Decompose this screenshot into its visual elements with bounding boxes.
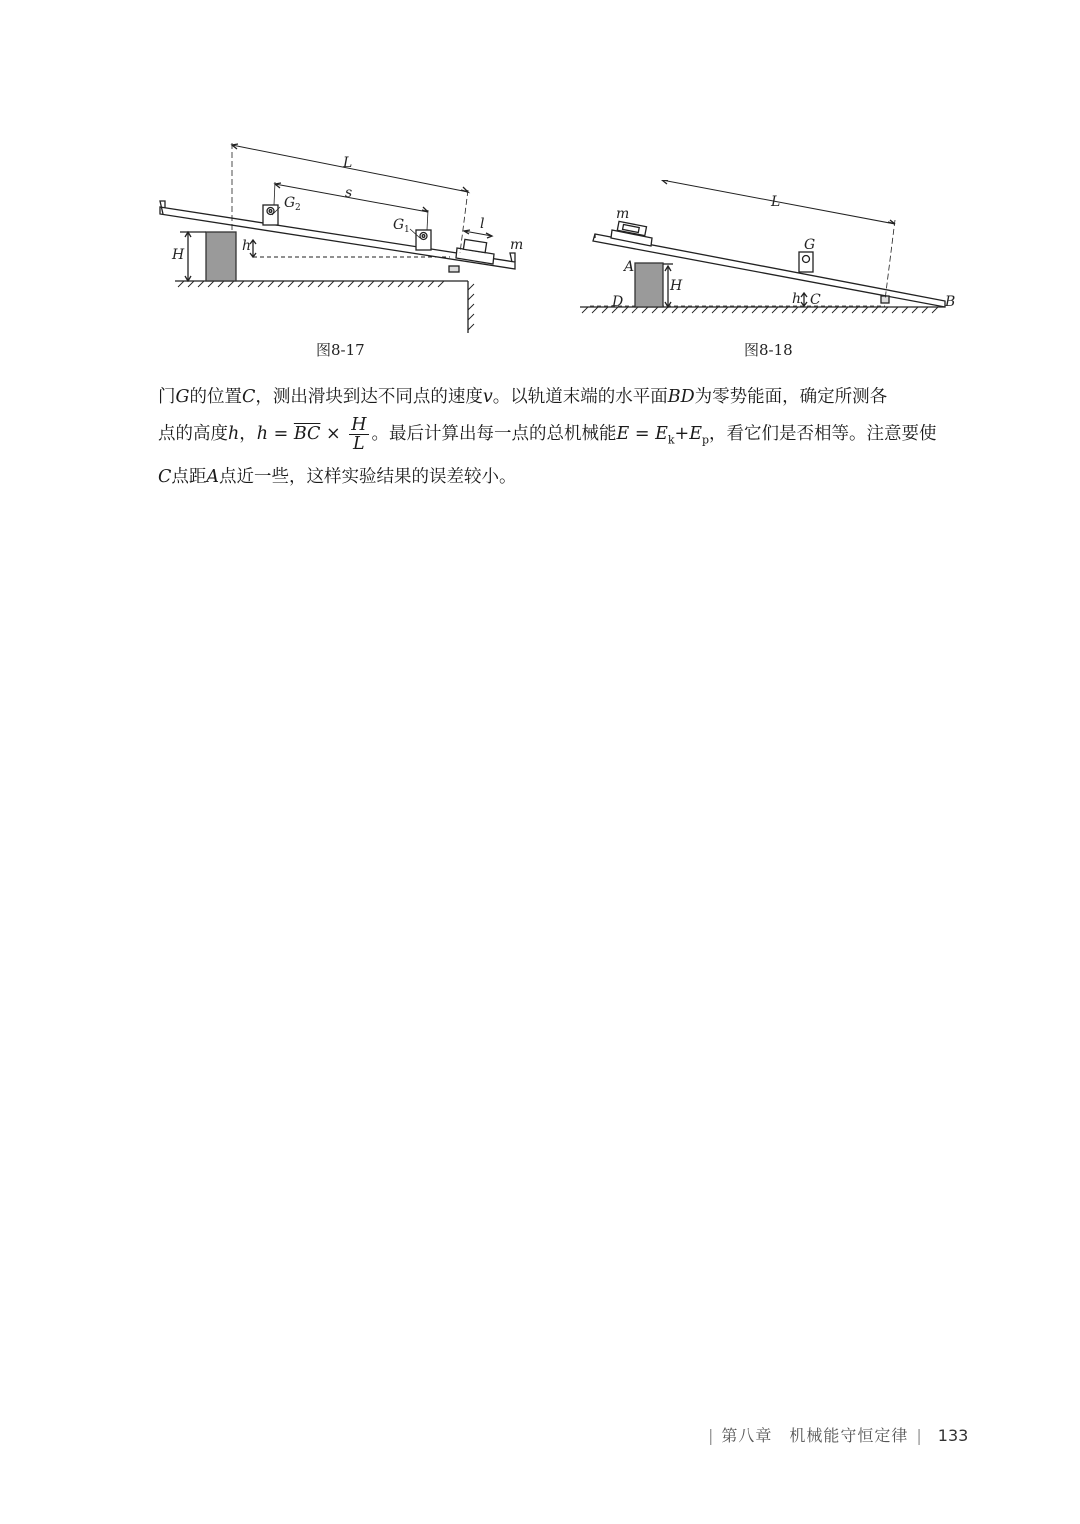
fraction-numerator: H xyxy=(351,415,367,435)
text-span: 门 xyxy=(158,387,176,407)
var-h: h xyxy=(256,424,269,444)
page-footer xyxy=(700,1423,968,1446)
body-line-1 xyxy=(158,379,958,416)
fraction-H-over-L xyxy=(349,416,368,453)
fig2-label-m: m xyxy=(616,206,630,222)
fig2-label-h: h xyxy=(792,291,802,307)
var-Ep: E xyxy=(689,424,702,444)
fraction-denominator: L xyxy=(353,434,365,454)
var-E: E xyxy=(616,424,630,444)
footer-divider: | xyxy=(708,1426,714,1445)
fig2-label-C: C xyxy=(810,292,821,308)
fig1-label-G1: G xyxy=(393,217,405,233)
figure-8-17-caption: 图8-17 xyxy=(316,341,365,359)
subscript-k: k xyxy=(667,433,675,447)
body-line-2 xyxy=(158,416,958,459)
plus-sign: + xyxy=(674,424,690,444)
fig2-label-B: B xyxy=(945,294,956,310)
fig2-label-A: A xyxy=(624,259,635,275)
var-C: C xyxy=(241,387,256,407)
figure-8-17-diagram xyxy=(150,135,535,335)
times-sign: × xyxy=(320,424,347,444)
var-G: G xyxy=(175,387,190,407)
var-h: h xyxy=(228,424,240,444)
fig1-label-h: h xyxy=(242,238,252,254)
fig1-label-H: H xyxy=(172,247,185,263)
fig1-label-L: L xyxy=(343,155,353,171)
footer-divider: | xyxy=(916,1426,922,1445)
figure-8-18-caption: 图8-18 xyxy=(744,341,793,359)
fig2-label-L: L xyxy=(771,194,781,210)
fig2-label-D: D xyxy=(612,294,624,310)
text-span: ，看它们是否相等。注意要使 xyxy=(709,424,937,444)
text-span: ， xyxy=(239,424,257,444)
fig1-label-m: m xyxy=(510,237,524,253)
text-span: 点距 xyxy=(171,466,207,487)
fig2-label-H: H xyxy=(670,278,683,294)
fig2-label-G: G xyxy=(804,237,816,253)
text-span: 。最后计算出每一点的总机械能 xyxy=(371,424,617,444)
fig1-label-G2-sub: 2 xyxy=(295,203,301,213)
body-paragraph xyxy=(158,379,958,496)
var-A: A xyxy=(206,466,220,487)
var-Ek: E xyxy=(655,424,668,444)
var-C: C xyxy=(158,466,172,487)
text-span: 的位置 xyxy=(189,387,242,407)
text-span: 点的高度 xyxy=(158,424,228,444)
text-span: 为零势能面，确定所测各 xyxy=(694,387,888,407)
var-BD: BD xyxy=(667,387,695,407)
equals-sign: = xyxy=(268,424,294,444)
figure-8-18-diagram xyxy=(560,180,960,325)
body-line-3 xyxy=(158,459,958,496)
equals-sign: = xyxy=(629,424,656,444)
fig1-label-G2: G xyxy=(284,195,296,211)
segment-BC: $\overline{BC}$ xyxy=(293,424,321,444)
text-span: 点近一些，这样实验结果的误差较小。 xyxy=(219,466,517,487)
chapter-title: 第八章 机械能守恒定律 xyxy=(721,1426,909,1445)
fig1-label-l: l xyxy=(480,216,485,232)
fig1-label-G1-sub: 1 xyxy=(404,225,410,235)
text-span: 。以轨道末端的水平面 xyxy=(492,387,668,407)
page-number: 133 xyxy=(937,1426,969,1445)
subscript-p: p xyxy=(701,433,710,447)
var-v: v xyxy=(482,387,493,407)
text-span: ，测出滑块到达不同点的速度 xyxy=(255,387,483,407)
fig1-label-s: s xyxy=(345,185,353,201)
